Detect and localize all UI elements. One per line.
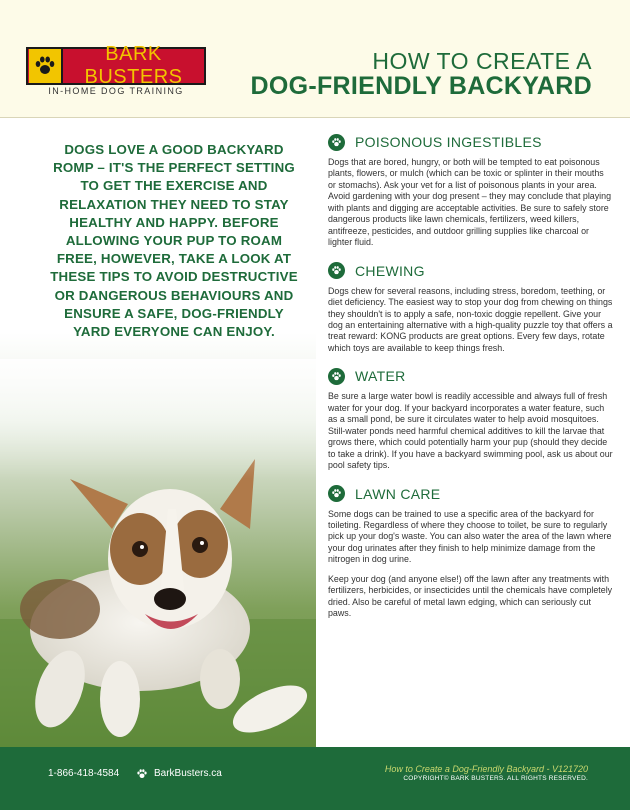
section-poisonous-ingestibles (328, 130, 614, 249)
section-title: POISONOUS INGESTIBLES (355, 134, 542, 150)
logo-subtitle: IN-HOME DOG TRAINING (48, 86, 184, 96)
section-header (328, 130, 614, 154)
paw-icon (328, 134, 345, 151)
section-body: Be sure a large water bowl is readily accessible and always full of fresh water for your dog. If your backyard incorporates a water feature, such as a small pond, be sure it circulates water to help avoid mosquitoes. Still-water ponds need harmful chemical additives to kill the larvae that grows there, which could potentially harm your pup (should they decide to take a drink). If you have a backyard swimming pool, ask us about our pool safety tips. (328, 391, 613, 471)
paragraph: Keep your dog (and anyone else!) off the lawn after any treatments with fertilizers, herbicides, or insecticides until the chemicals have completely dried. Also be careful of metal lawn edging, which can seriously cut paws. (328, 573, 613, 619)
copyright: COPYRIGHT© BARK BUSTERS. ALL RIGHTS RESERVED. (403, 775, 588, 782)
paw-icon (328, 262, 345, 279)
document-reference: How to Create a Dog-Friendly Backyard - V121720 (384, 764, 588, 774)
paw-icon (328, 368, 345, 385)
section-title: WATER (355, 368, 406, 385)
website-link[interactable]: BarkBusters.ca (154, 768, 222, 779)
hero-panel (0, 119, 316, 747)
tips-column (328, 130, 614, 630)
phone-link[interactable]: 1-866-418-4584 (48, 768, 120, 779)
brand-logo[interactable] (26, 43, 206, 88)
page-title-line2: DOG-FRIENDLY BACKYARD (250, 72, 592, 100)
header (0, 0, 630, 118)
section-header (328, 364, 614, 388)
section-chewing (328, 259, 614, 355)
section-title: LAWN CARE (355, 485, 441, 502)
paragraph: Some dogs can be trained to use a specific area of the backyard for toileting. Regardless of where they choose to toilet, be sure to regularly pick up your dog's waste. You can also water the area of the lawn where your dog urinates after they finish to help minimize damage from the nitrogen in dog urine. (328, 508, 612, 565)
dog-photo (0, 359, 316, 747)
logo-text: BARK BUSTERS (84, 43, 183, 88)
section-water (328, 364, 614, 471)
paw-icon (136, 767, 148, 785)
intro-text: DOGS LOVE A GOOD BACKYARD ROMP – IT'S THE PERFECT SETTING TO GET THE EXERCISE AND RELAXATION THEY NEED TO STAY HEALTHY AND HAPPY. BEFORE ALLOWING YOUR PUP TO ROAM FREE, HOWEVER, TAKE A LOOK AT THESE TIPS TO AVOID DESTRUCTIVE OR DANGEROUS BEHAVIOURS AND ENSURE A SAFE, DOG-FRIENDLY YARD EVERYONE CAN ENJOY. (50, 142, 298, 340)
section-lawn-care (328, 482, 614, 620)
paw-icon (29, 49, 63, 83)
section-body: Dogs that are bored, hungry, or both will be tempted to eat poisonous plants, flowers, or mulch (which can be toxic or splinter in their mouths or stomachs). Ask your vet for a list of poisonous plants in your area. Avoid gardening with your dog present – they may conclude that playing with plants and digging are acceptable activities. Be sure to safely store dangerous products like lawn chemicals, fertilizers, weed killers, antifreeze, pesticides, and outdoor grilling supplies like charcoal or lighter fluid. (328, 157, 612, 248)
page-title-line1: HOW TO CREATE A (372, 48, 592, 74)
section-title: CHEWING (355, 262, 425, 279)
section-header (328, 482, 614, 506)
section-body: Dogs chew for several reasons, including stress, boredom, teething, or diet deficiency. The easiest way to stop your dog from chewing on things they shouldn't is to apply a safe, non-toxic doggie repellent. Give your dog an entertaining alternative with a high-quality puzzle toy that offers a treat reward: KONG products are great options. Every few days, rotate which toys are available to keep things fresh. (328, 285, 613, 353)
section-body (328, 509, 614, 620)
footer (0, 747, 630, 810)
section-header (328, 259, 614, 283)
paw-icon (328, 485, 345, 502)
